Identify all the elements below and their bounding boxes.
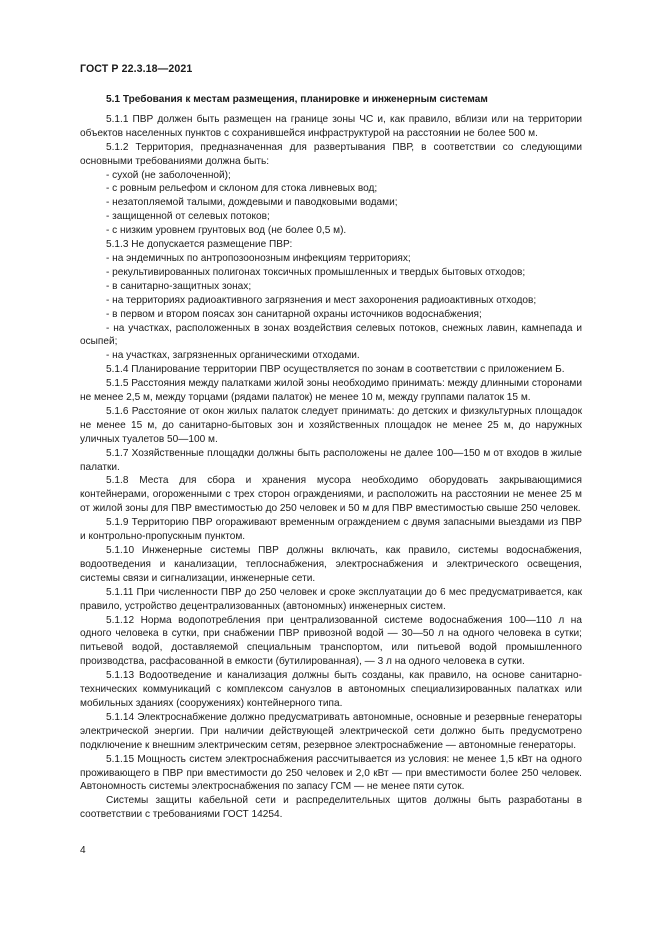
- paragraph: 5.1.3 Не допускается размещение ПВР:: [106, 239, 293, 251]
- page-number: 4: [80, 845, 86, 856]
- list-item: - незатопляемой талыми, дождевыми и паводковыми водами;: [106, 197, 398, 209]
- paragraph-list: [80, 113, 582, 822]
- paragraph: 5.1.10 Инженерные системы ПВР должны включать, как правило, системы водоснабжения, водоотведения и канализации, теплоснабжения, электроснабжения и электрического освещения, системы связи и сигнализации, инженерные сети.: [80, 545, 582, 584]
- list-item: - сухой (не заболоченной);: [106, 169, 231, 181]
- list-item: - защищенной от селевых потоков;: [106, 211, 270, 223]
- paragraph: 5.1.9 Территорию ПВР огораживают временным ограждением с двумя запасными выездами из ПВР и контрольно-пропускным пунктом.: [80, 517, 582, 543]
- list-item: - в санитарно-защитных зонах;: [106, 280, 252, 292]
- paragraph: 5.1.15 Мощность систем электроснабжения рассчитывается из условия: не менее 1,5 кВт на одного проживающего в ПВР при вместимости до 250 человек и 2,0 кВт — при вместимости более 250 человек. Автономность системы электроснабжения по запасу ГСМ — не менее пяти суток.: [80, 753, 582, 793]
- document-header: ГОСТ Р 22.3.18—2021: [80, 63, 193, 75]
- paragraph: 5.1.1 ПВР должен быть размещен на границе зоны ЧС и, как правило, вблизи или на территории объектов населенных пунктов с сохранившейся инфраструктурой на расстоянии не более 500 м.: [80, 113, 582, 139]
- list-item: - рекультивированных полигонах токсичных промышленных и твердых бытовых отходов;: [106, 266, 526, 278]
- paragraph: 5.1.12 Норма водопотребления при централизованной системе водоснабжения 100—110 л на одного человека в сутки, при снабжении ПВР привозной водой — 30—50 л на одного человека в сутки; питьевой водой, доставляемой специальным транспортом, или питьевой водой промышленного производства, расфасованной в емкости (бутилированная), — 3 л на одного человека в сутки.: [80, 614, 582, 668]
- section-title: 5.1 Требования к местам размещения, планировке и инженерным системам: [106, 94, 488, 105]
- list-item: - на участках, расположенных в зонах воздействия селевых потоков, снежных лавин, камнепада и осыпей;: [80, 322, 582, 348]
- list-item: - на участках, загрязненных органическими отходами.: [106, 350, 360, 362]
- list-item: - на эндемичных по антропозоонозным инфекциям территориях;: [106, 252, 411, 264]
- document-body: [80, 93, 582, 822]
- list-item: - на территориях радиоактивного загрязнения и мест захоронения радиоактивных отходов;: [106, 294, 537, 306]
- paragraph: 5.1.5 Расстояния между палатками жилой зоны необходимо принимать: между длинными сторонами не менее 2,5 м, между торцами (рядами палаток) не менее 10 м, между группами палаток 15 м.: [80, 378, 582, 404]
- paragraph: Системы защиты кабельной сети и распределительных щитов должны быть разработаны в соответствии с требованиями ГОСТ 14254.: [80, 795, 582, 821]
- list-item: - с ровным рельефом и склоном для стока ливневых вод;: [106, 183, 378, 195]
- list-item: - в первом и втором поясах зон санитарной охраны источников водоснабжения;: [106, 308, 482, 320]
- paragraph: 5.1.13 Водоотведение и канализация должны быть созданы, как правило, на основе санитарно-технических коммуникаций с комплексом санузлов в автономных специализированных палатках или мобильных зданиях (сооружениях) контейнерного типа.: [80, 670, 582, 709]
- paragraph: 5.1.7 Хозяйственные площадки должны быть расположены не далее 100—150 м от входов в жилые палатки.: [80, 447, 582, 473]
- paragraph: 5.1.11 При численности ПВР до 250 человек и сроке эксплуатации до 6 мес предусматривается, как правило, устройство децентрализованных (автономных) инженерных систем.: [80, 586, 582, 612]
- paragraph: 5.1.4 Планирование территории ПВР осуществляется по зонам в соответствии с приложением Б.: [106, 364, 565, 376]
- paragraph: 5.1.14 Электроснабжение должно предусматривать автономные, основные и резервные генераторы электрической энергии. При наличии действующей электрической сети должно быть предусмотрено подключение к внешним электрическим сетям, резервное электроснабжение — автономные генераторы.: [80, 711, 582, 751]
- paragraph: 5.1.6 Расстояние от окон жилых палаток следует принимать: до детских и физкультурных площадок не менее 15 м, до санитарно-бытовых зон и хозяйственных площадок не менее 25 м, до наружных уличных туалетов 50—100 м.: [80, 405, 582, 445]
- paragraph: 5.1.8 Места для сбора и хранения мусора необходимо оборудовать закрывающимися контейнерами, огороженными с трех сторон ограждениями, и расположить на расстоянии не менее 25 м от жилой зоны для ПВР вместимостью до 250 человек и 50 м для ПВР вместимостью свыше 250 человек.: [80, 475, 582, 515]
- list-item: - с низким уровнем грунтовых вод (не более 0,5 м).: [106, 225, 347, 237]
- paragraph: 5.1.2 Территория, предназначенная для развертывания ПВР, в соответствии со следующими основными требованиями должна быть:: [80, 141, 582, 167]
